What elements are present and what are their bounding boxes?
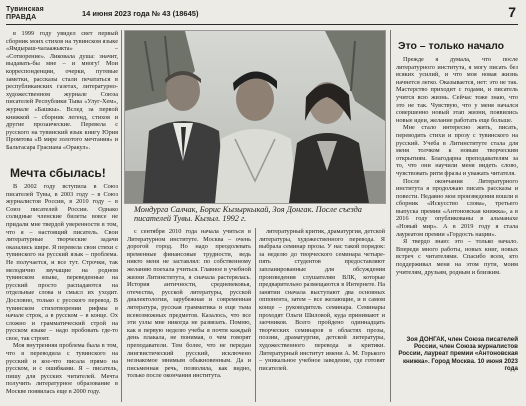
body-paragraph: Моя внутренняя проблема была в том, что я переводила с тувинского на русский и кое-что писала прямо на русском, и с ошибками. Я – писатель, пишу для русских читателей. Мечта получить литературное образование в Москве появилась еще в 2000 году. [6,342,118,396]
issue-date: 14 июня 2023 года № 43 (18645) [82,9,199,18]
photo-caption: Мондурга Салчак, Борис Кызыркыкай, Зоя Донгак. После съезда писателей Тувы. Кызыл. 1992 г. [134,205,362,223]
group-photo [124,30,386,204]
body-paragraph: Мне стало интересно жить, писать, переводить стихи и прозу с тувинского на русский. Учеба в Литинституте стала для меня толчком к новым творческим открытиям. Благодарна преподавателям за то, что они научили меня видеть слово, чувствовать ритм фразы и уважать читателя. [396,124,518,177]
column-rule [255,228,256,402]
bottom-column-1 [127,228,251,402]
intro-paragraph: в 1999 году увидел свет первый сборник моих стихов на тувинском языке «Ямдыраш-чалаажыкта» – «Сотворение». Ликовала душа: значит, выдавать-бы мне – и многу! Мои корреспонденции, очерки, путевые заметки, рассказы стали печататься в республиканских газетах, литературно-художественном журнале Союза писателей Республики Тыва «Улуг-Хем», журнале «Башкы». Вслед за первой книжкой – сборник легенд, стихов и другие прозаические. Перевела с русского на тувинский язык книгу Юрия Промтова «В мире золотого мечтания» и Бальтасара Грасиана «Оракул». [6,30,118,151]
masthead [6,6,518,25]
body-paragraph: После окончания Литературного института я продолжаю писать рассказы и повести. Недавно мои произведения вошли в сборник «Искусство слова», третьего выпуска премии «Антоновская книжка», а в 2016 году опубликованы в альманахе «Новый мир». А в 2019 году я стала лауреатом премии «Гордость нации». [396,177,518,238]
column-rule [390,30,391,402]
photo-illustration [125,31,385,203]
body-paragraph: Прежде я думала, что после литературного института, я могу писать без всяких усилий, и что моя новая жизнь начнется легко. Оказывается, нет: это не так. Мастерство приходит с годами, и писатель учится всю жизнь. Сейчас тоже знаю, что это не так. Чувствую, что у меня начался совершенно новый этап жизни, появились новые идеи, желание работать еще больше. [396,56,518,124]
body-paragraph: литературный критик, драматургия, детской литературы, художественного перевода. Я выбрала семинар прозы. У нас такой порядок: за неделю до творческого семинара четыре-пять студентов предоставляют запланированные для обсуждения произведения слушателям ВЛК, которые предварительно размещаются в Интернете. На занятии сначала выступают два основных оппонента, затем – все желающие, и в самом конце – руководитель семинара. Семинары проходят Ольги Шиловой, куда принимают и заочников. Всего пройдено одиннадцать творческих семинаров в областях прозы, поэзии, драматургии, детской литературы, художественного перевода и критики. Литературный институт имени А. М. Горького – уникальное учебное заведение, где готовят писателей. [259,228,385,372]
newspaper-brand: Тувинская ПРАВДА [6,6,44,21]
page-number: 7 [508,4,516,20]
headline-beginning: Это – только начало [398,40,505,52]
left-column-body [6,183,118,403]
author-signature: Зоя ДОНГАК, член Союза писателей России, член Союза журналистов России, лауреат премии «Антоновская книжка». Город Москва. 10 июня 2023 года [398,336,518,372]
bottom-column-2 [259,228,385,402]
headline-dream: Мечта сбылась! [10,166,106,180]
column-rule [121,30,122,402]
body-paragraph: В 2002 году вступила в Союз писателей Тувы, в 2003 году – в Союз журналистов России, в 2010 году – в Союз писателей России. Однако солидные членские билеты вовсе не придали мне твердой уверенности в том, что я – настоящий писатель. Свои литературные творческие задачи оказались шире. Я перевела свои стихи с тувинского на русский язык – проблема. Не получается, и все тут. Строчки, так мелодично звучащие на родном тувинском языке, переведенные на русский просто распадаются на отдельные слова и смысл их уходит. Дословно, только с русского перевод. В тувинском стихотворении рифмы в начале строк, а в русском – в конце. Ох сложно и грамматический строй на русском языке – надо пробовать где-то свое, так строят. [6,183,118,342]
right-column-body [396,56,518,334]
body-paragraph: Я твердо знаю: это – только начало. Впереди много работы, новых книг, новых встреч с читателями. Спасибо всем, кто поддерживал меня на этом пути, моим учителям, друзьям, родным и близким. [396,238,518,276]
body-paragraph: с сентября 2010 года начала учиться в Литературном институте. Москва – очень дорогой город. Но надо преодолевать временные финансовые трудности, ведь никто меня не заставлял: по собственному желанию поехала учиться. Главное в учебной жизни Литинститута, я сначала растерялась. История античности, средневековья, отечества, русской литературы, русской диалектологии, зарубежная и современная литература, русская грамматика и еще тьма всевозможных предметов. Казалось, что все эти узлы мне никогда не развязать. Помню, как в первую неделю учебы я почти каждый день плакала, не понимая, о чем говорят преподаватели. Тем более, что не передан лингвистический русский, исключено незнакомое мнимым обыкновенным. Да и письменная речь, позволяла, как видно, только после окончания института. [127,228,251,380]
left-column-intro [6,30,118,164]
